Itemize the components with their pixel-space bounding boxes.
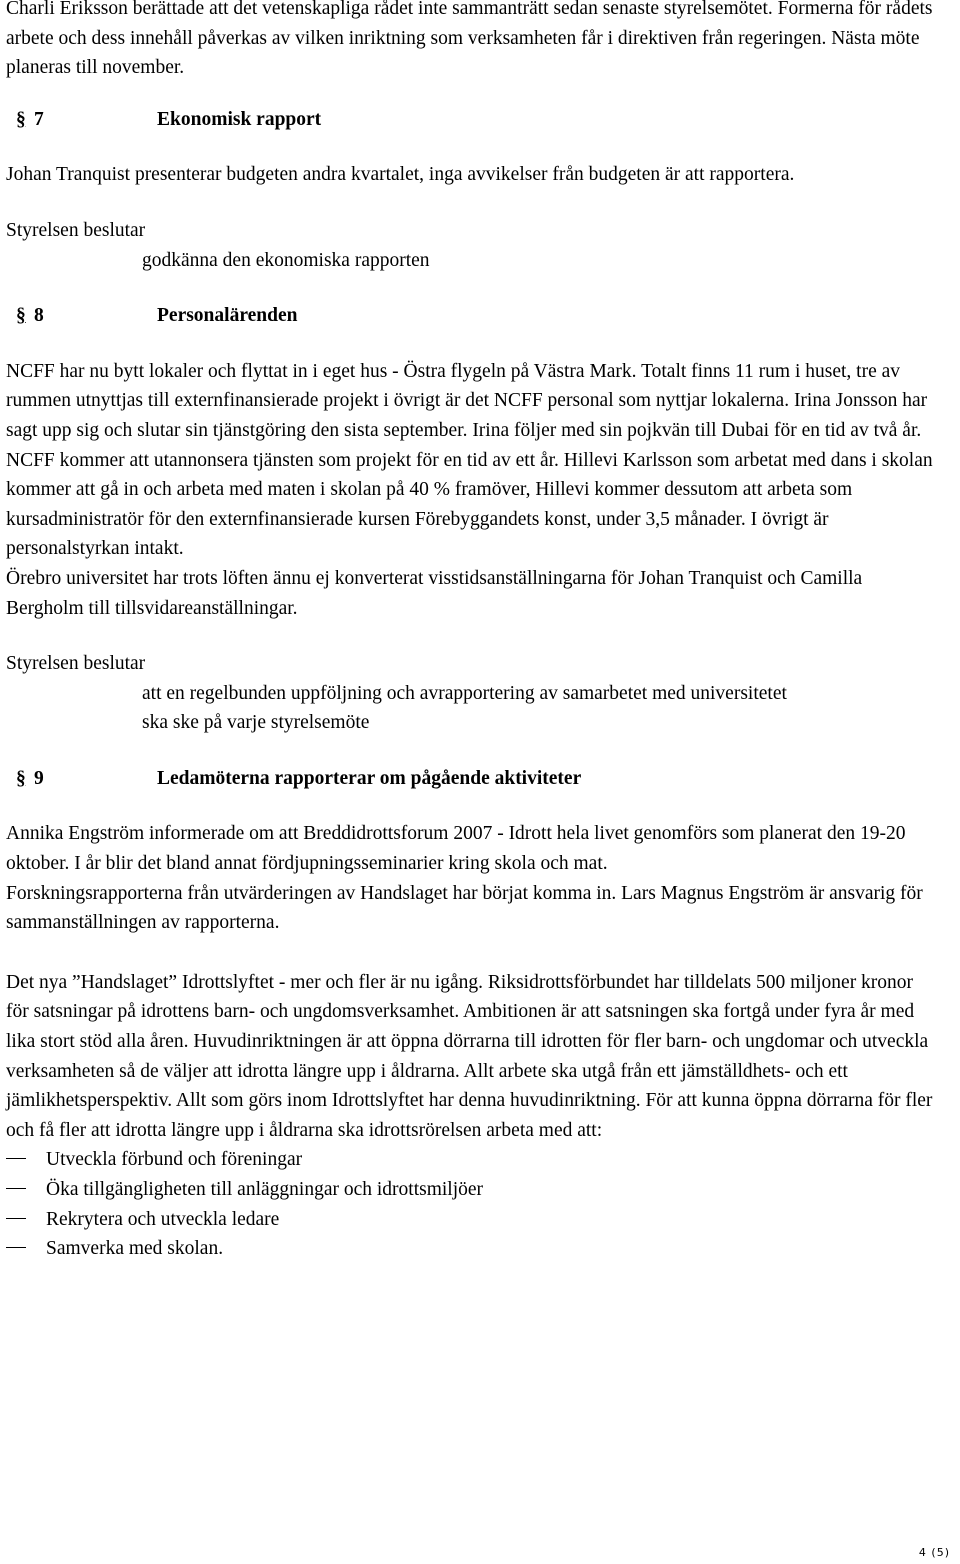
section-7-heading [6, 105, 936, 135]
dash-bullet-icon [6, 1139, 46, 1169]
section-9-body-2: Forskningsrapporterna från utvärderingen av Handslaget har börjat komma in. Lars Magnus Engström är ansvarig för sammanställningen av rapporterna. [6, 882, 923, 934]
list-item-text: Öka tillgängligheten till anläggningar och idrottsmiljöer [46, 1179, 484, 1200]
list-item-text: Utveckla förbund och föreningar [46, 1149, 303, 1171]
section-7-decision-label: Styrelsen beslutar [6, 219, 146, 241]
dash-bullet-icon [6, 1169, 46, 1199]
section-7-number: 7 [34, 108, 44, 130]
section-8-decision-label: Styrelsen beslutar [6, 653, 146, 675]
section-sign: § [16, 108, 26, 130]
section-8-title: Personalärenden [157, 305, 298, 327]
section-8-body-2: Örebro universitet har trots löften ännu ej konverterat visstidsanställningarna för Johan Tranquist och Camilla Bergholm till tillsvidareanställningar. [6, 567, 863, 619]
section-9-bullet-list [6, 1145, 936, 1263]
section-7-decision-text: godkänna den ekonomiska rapporten [142, 249, 430, 271]
section-8-body-1: NCFF har nu bytt lokaler och flyttat in i eget hus - Östra flygeln på Västra Mark. Totalt finns 11 rum i huset, tre av rummen utnyttjas till externfinansierade projekt i övrigt är det NCFF personal som nyttjar lokalerna. Irina Jonsson har sagt upp sig och slutar sin tjänstgöring den sista september. Irina följer med sin pojkvän till Dubai för en tid av två år. NCFF kommer att utannonsera tjänsten som projekt för en tid av ett år. Hillevi Karlsson som arbetat med dans i skolan kommer att gå in och arbeta med maten i skolan på 40 % framöver, Hillevi kommer dessutom att arbeta som kursadministratör för den externfinansierade kursen Förebyggandets konst, under 3,5 månader. I övrigt är personalstyrkan intakt. [6, 360, 933, 560]
section-9-body-1: Annika Engström informerade om att Breddidrottsforum 2007 - Idrott hela livet genomförs som planerat den 19-20 oktober. I år blir det bland annat fördjupningsseminarier kring skola och mat. [6, 823, 906, 875]
section-7-body: Johan Tranquist presenterar budgeten andra kvartalet, inga avvikelser från budgeten är att rapportera. [6, 164, 795, 186]
list-item [6, 1145, 936, 1175]
document-page [6, 0, 936, 1264]
section-sign: § [16, 305, 26, 327]
section-9-body-3: Det nya ”Handslaget” Idrottslyftet - mer och fler är nu igång. Riksidrottsförbundet har tilldelats 500 miljoner kronor för satsningar på idrottens barn- och ungdomsverksamhet. Ambitionen är att satsningen ska fortgå under fyra år med lika stort stöd alla åren. Huvudinriktningen är att öppna dörrarna till idrotten för fler barn- och ungdomar och utveckla verksamheten så de väljer att idrotta längre upp i åldrarna. Allt arbete ska utgå från ett jämställdhets- och ett jämlikhetsperspektiv. Allt som görs inom Idrottslyftet har denna huvudinriktning. För att kunna öppna dörrarna för fler och få fler att idrotta längre upp i åldrarna ska idrottsrörelsen arbeta med att: [6, 971, 933, 1141]
section-sign: § [16, 767, 26, 789]
page-number: 4 (5) [918, 1546, 950, 1559]
intro-paragraph: Charli Eriksson berättade att det vetenskapliga rådet inte sammanträtt sedan senaste styrelsemötet. Formerna för rådets arbete och dess innehåll påverkas av vilken inriktning som verksamheten får i direktiven från regeringen. Nästa möte planeras till november. [6, 0, 933, 79]
list-item [6, 1175, 936, 1205]
section-9-number: 9 [34, 767, 44, 789]
list-item-text: Rekrytera och utveckla ledare [46, 1208, 280, 1230]
list-item [6, 1205, 936, 1235]
dash-bullet-icon [6, 1199, 46, 1229]
section-8-number: 8 [34, 305, 44, 327]
section-8-heading [6, 301, 936, 331]
section-9-title: Ledamöterna rapporterar om pågående aktiviteter [157, 767, 582, 789]
section-9-heading [6, 764, 936, 794]
list-item-text: Samverka med skolan. [46, 1238, 224, 1260]
section-7-title: Ekonomisk rapport [157, 108, 322, 130]
list-item [6, 1234, 936, 1264]
section-8-decision-text: att en regelbunden uppföljning och avrapportering av samarbetet med universitetet ska ske på varje styrelsemöte [142, 682, 787, 734]
dash-bullet-icon [6, 1228, 46, 1258]
